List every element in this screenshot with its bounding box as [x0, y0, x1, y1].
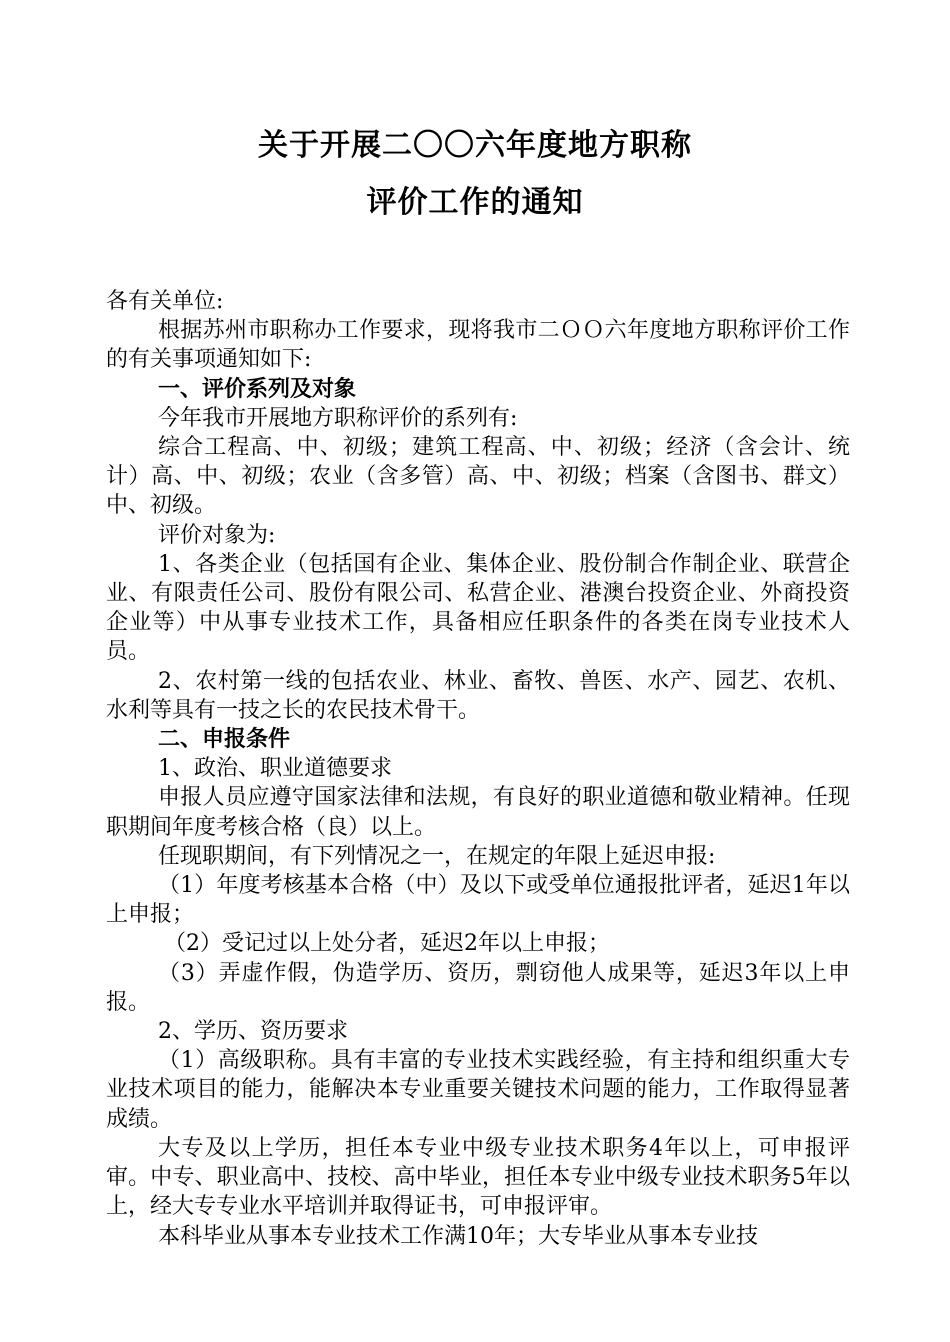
- paragraph: 2、农村第一线的包括农业、林业、畜牧、兽医、水产、园艺、农机、水利等具有一技之长的农民技术骨干。: [106, 668, 850, 723]
- paragraph: 申报人员应遵守国家法律和法规，有良好的职业道德和敬业精神。任现职期间年度考核合格（良）以上。: [106, 785, 850, 840]
- document-body: [106, 287, 850, 1251]
- document-title-line-1: 关于开展二〇〇六年度地方职称: [258, 128, 692, 163]
- list-item: （2）受记过以上处分者，延迟2年以上申报；: [164, 931, 610, 957]
- paragraph: 本科毕业从事本专业技术工作满10年；大专毕业从事本专业技: [158, 1223, 758, 1249]
- list-item: （3）弄虚作假，伪造学历、资历，剽窃他人成果等，延迟3年以上申报。: [106, 960, 850, 1015]
- paragraph: 大专及以上学历，担任本专业中级专业技术职务4年以上，可申报评审。中专、职业高中、技校、高中毕业，担任本专业中级专业技术职务5年以上，经大专专业水平培训并取得证书，可申报评审。: [106, 1135, 850, 1220]
- subsection-heading: 2、学历、资历要求: [158, 1019, 348, 1045]
- salutation: 各有关单位:: [106, 289, 224, 314]
- paragraph: 今年我市开展地方职称评价的系列有:: [158, 405, 518, 431]
- paragraph: 任现职期间，有下列情况之一，在规定的年限上延迟申报:: [158, 843, 716, 869]
- paragraph: 综合工程高、中、初级；建筑工程高、中、初级；经济（含会计、统计）高、中、初级；农业（含多管）高、中、初级；档案（含图书、群文）中、初级。: [106, 435, 850, 519]
- paragraph: （1）高级职称。具有丰富的专业技术实践经验，有主持和组织重大专业技术项目的能力，能解决本专业重要关键技术问题的能力，工作取得显著成绩。: [106, 1048, 850, 1132]
- section-heading-1: 一、评价系列及对象: [158, 376, 357, 402]
- paragraph: 1、各类企业（包括国有企业、集体企业、股份制合作制企业、联营企业、有限责任公司、股份有限公司、私营企业、港澳台投资企业、外商投资企业等）中从事专业技术工作，具备相应任职条件的各类在岗专业技术人员。: [106, 551, 850, 665]
- subsection-heading: 1、政治、职业道德要求: [158, 756, 392, 782]
- section-heading-2: 二、申报条件: [158, 727, 291, 753]
- document-title-line-2: 评价工作的通知: [366, 185, 584, 220]
- list-item: （1）年度考核基本合格（中）及以下或受单位通报批评者，延迟1年以上申报；: [106, 873, 850, 928]
- paragraph: 评价对象为:: [158, 522, 276, 548]
- paragraph-intro: 根据苏州市职称办工作要求，现将我市二ＯＯ六年度地方职称评价工作的有关事项通知如下:: [106, 318, 850, 373]
